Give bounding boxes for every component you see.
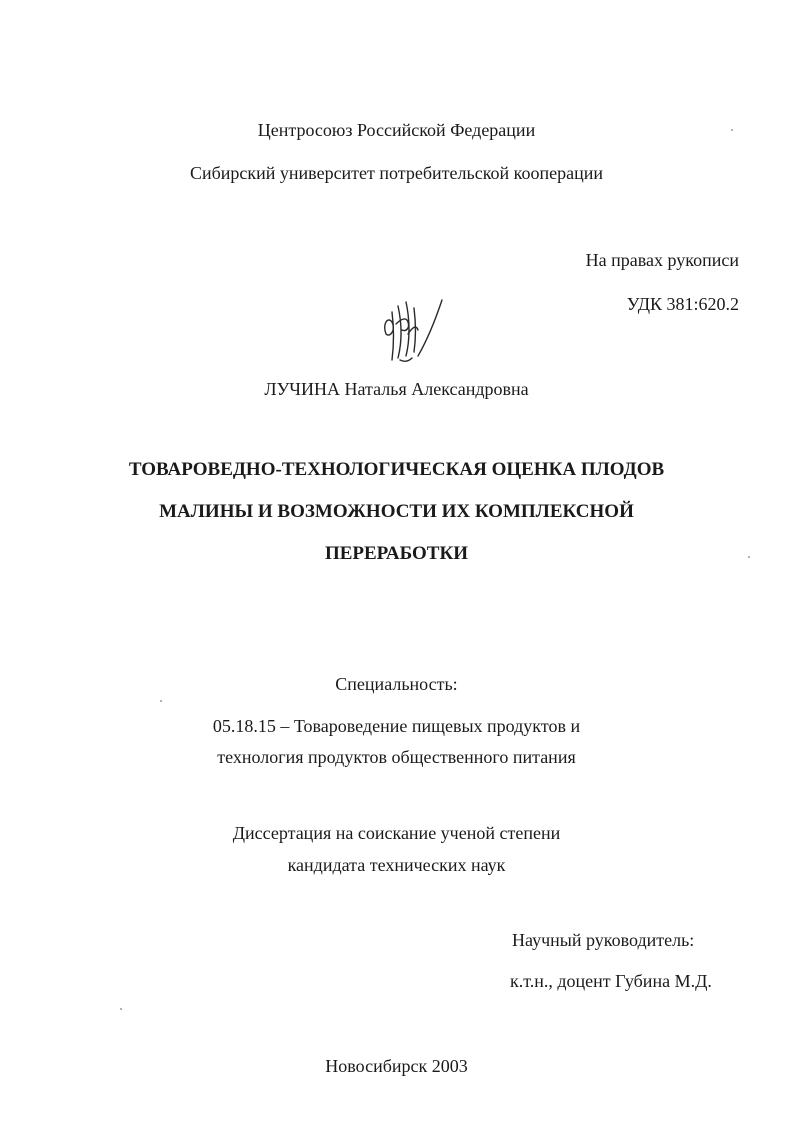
udc-code: УДК 381:620.2: [626, 294, 739, 314]
university-name: Сибирский университет потребительской кооперации: [189, 163, 604, 183]
title-line-3: ПЕРЕРАБОТКИ: [324, 543, 469, 564]
organization-name: Центросоюз Российской Федерации: [257, 120, 536, 140]
scan-speck: [748, 556, 750, 558]
specialty-line-2: технология продуктов общественного питания: [217, 747, 576, 767]
specialty-line-1: 05.18.15 – Товароведение пищевых продуктов и: [212, 716, 581, 736]
manuscript-note: На правах рукописи: [585, 250, 739, 270]
degree-line-1: Диссертация на соискание ученой степени: [232, 823, 561, 843]
supervisor-label: Научный руководитель:: [512, 930, 695, 950]
title-line-2: МАЛИНЫ И ВОЗМОЖНОСТИ ИХ КОМПЛЕКСНОЙ: [159, 501, 634, 522]
supervisor-name: к.т.н., доцент Губина М.Д.: [510, 971, 712, 991]
title-line-1: ТОВАРОВЕДНО-ТЕХНОЛОГИЧЕСКАЯ ОЦЕНКА ПЛОДОВ: [128, 459, 665, 480]
city-year: Новосибирск 2003: [325, 1056, 468, 1076]
degree-line-2: кандидата технических наук: [287, 855, 506, 875]
author-name: ЛУЧИНА Наталья Александровна: [264, 379, 529, 399]
scan-speck: [120, 1008, 122, 1010]
specialty-label: Специальность:: [335, 674, 458, 694]
handwritten-signature: [378, 294, 448, 366]
scan-speck: [160, 700, 162, 702]
scan-speck: [731, 129, 733, 131]
